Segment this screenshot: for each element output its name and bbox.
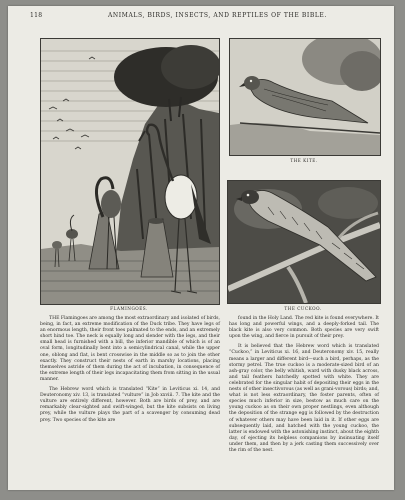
kite-illustration xyxy=(229,38,381,156)
kite-paragraph: The Hebrew word which is translated “Kite” in Leviticus xi. 14, and Deuteronomy xiv. 13, is translated “vulture” in Job xxviii. 7. The kite and the vulture are entirely different, however. Both are birds of prey, and are remarkably clear-sighted and swift-winged, but the kite subsists on living prey, while the vulture plays the part of a scavenger by consuming dead prey. Two species of the kite are xyxy=(40,387,220,423)
left-text-column xyxy=(40,316,220,424)
page-header xyxy=(8,12,394,24)
page-number: 118 xyxy=(30,12,43,19)
flamingoes-paragraph: THE Flamingoes are among the most extraordinary and isolated of birds, being, in fact, an extreme modification of the Duck tribe. They have legs of an enormous length, their front toes palmated to the ends, and an extremely short hind toe. The neck is equally long and slender with the legs, and their small head is furnished with a bill, the inferior mandible of which is of an oval form, longitudinally bent into a semicylindrical canal, while the upper one, oblong and flat, is bent crosswise in the middle so as to join the other exactly. They construct their nests of earth in marshy locations, placing themselves astride of them during the act of incubation, in consequence of the extreme length of their legs incapacitating them from sitting in the usual manner. xyxy=(40,316,220,382)
right-text-column xyxy=(229,316,379,454)
cuckoo-paragraph: It is believed that the Hebrew word which is translated “Cuckoo,” in Leviticus xi. 16, and Deuteronomy xiv. 15, really means a larger and different bird—such a bird, perhaps, as the stormy petrel. The true cuckoo is a moderate-sized bird of an ash-gray color, the belly whitish, ward with dusky black across, and tail feathers hatchedly spotted with white. They are celebrated for the singular habit of depositing their eggs in the nests of other insectivorous (as well as grani-vorous) birds; and, what is not less extraordinary, the foster parents, often of species much inferior in size, bestow as much care on the young cuckoo as on their own proper nestlings, even although the deposition of the strange egg is followed by the destruction of whatever others may have been laid in it. If other eggs are subsequently laid, and hatched with the young cuckoo, the latter is endowed with the astonishing instinct, about the eighth day, of ejecting its helpless companions by insinuating itself under them, and then by a jerk casting them successively over the rim of the nest. xyxy=(229,344,379,453)
book-page xyxy=(8,6,394,490)
kite-caption: THE KITE. xyxy=(290,158,318,163)
cuckoo-caption: THE CUCKOO. xyxy=(284,306,322,311)
kite-species-paragraph: found in the Holy Land. The red kite is found everywhere. It has long and powerful wings, and a deeply-forked tail. The black kite is also very common. Both species are very swift upon the wing, and fierce in pursuit of their prey. xyxy=(229,316,379,340)
cuckoo-illustration xyxy=(227,180,381,304)
flamingoes-illustration xyxy=(40,38,220,305)
flamingoes-caption: FLAMINGOES. xyxy=(110,306,148,311)
running-title: ANIMALS, BIRDS, INSECTS, AND REPTILES OF THE BIBLE. xyxy=(108,12,327,19)
